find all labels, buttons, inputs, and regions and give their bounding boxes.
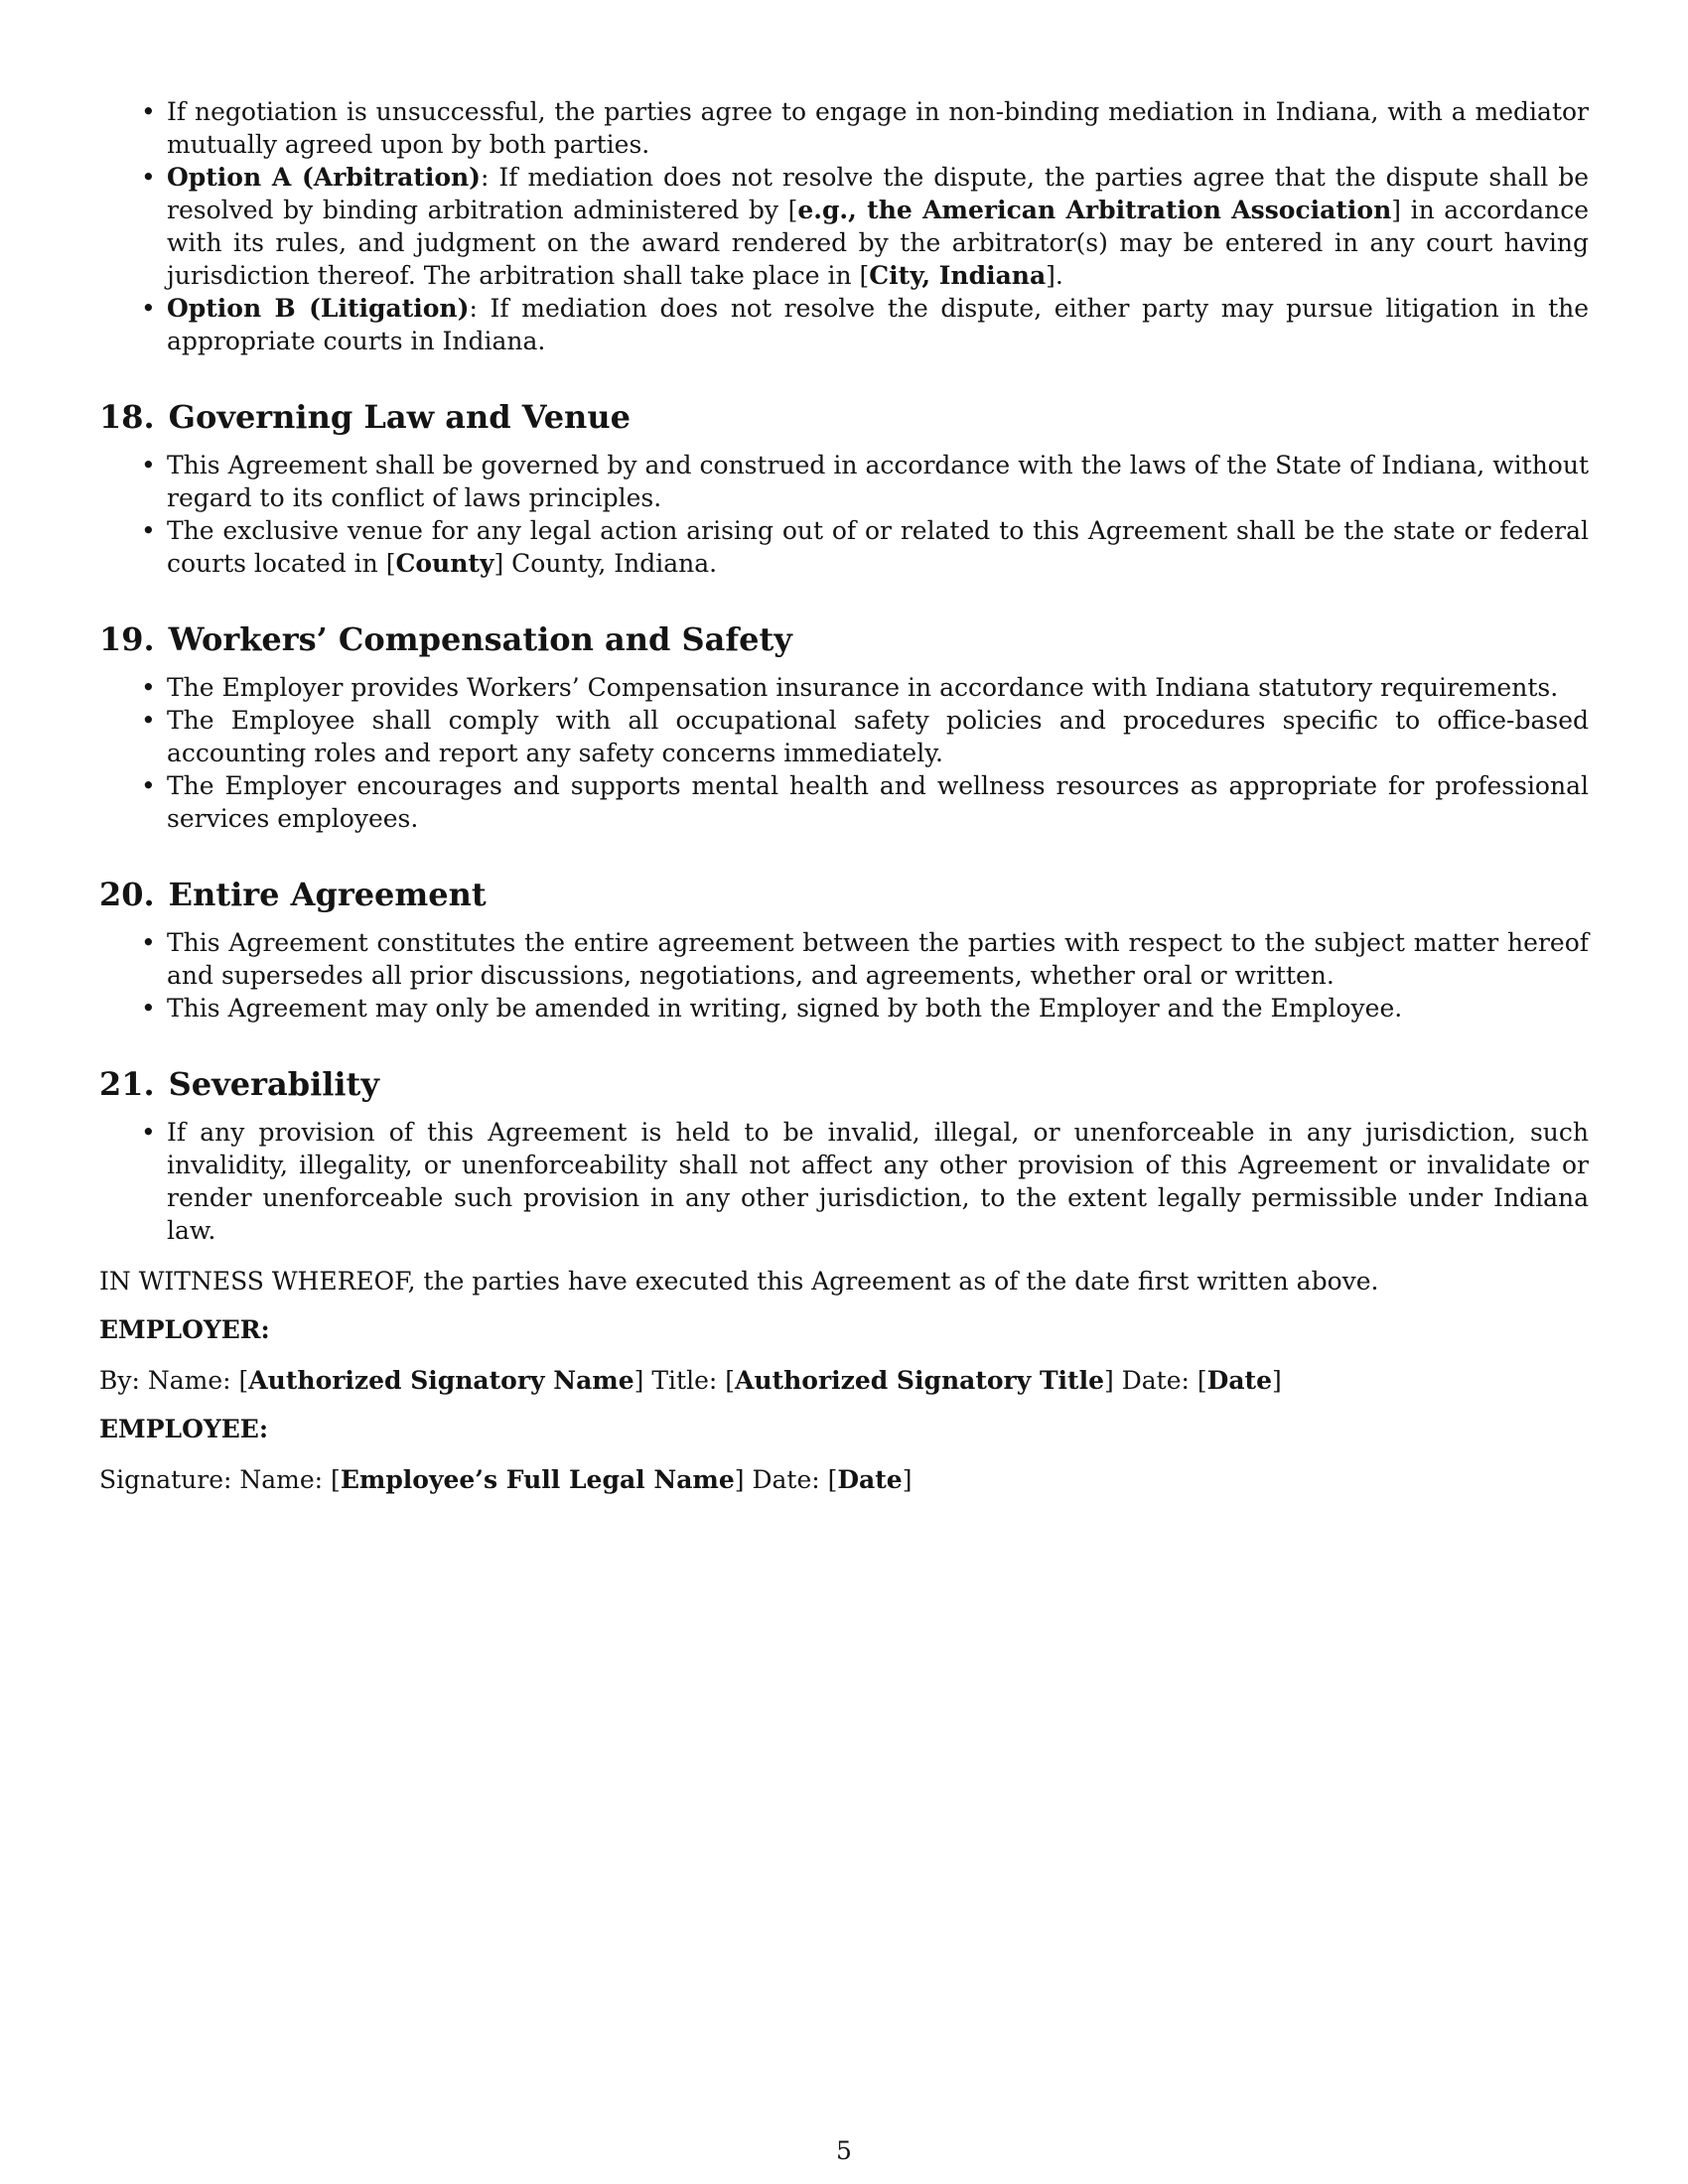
list-item <box>99 514 1589 580</box>
list-item-text: This Agreement constitutes the entire agreement between the parties with respect to the subject matter hereof and supersedes all prior discussions, negotiations, and agreements, whether oral or written. <box>167 928 1589 990</box>
label-text: ] Date: [ <box>734 1465 838 1494</box>
dispute-resolution-list <box>99 95 1589 357</box>
signatory-title-placeholder: Authorized Signatory Title <box>735 1366 1105 1395</box>
section-20-list <box>99 926 1589 1024</box>
list-item-text: This Agreement shall be governed by and construed in accordance with the laws of the State of Indiana, without regard to its conflict of laws principles. <box>167 451 1589 512</box>
option-b-label: Option B (Litigation) <box>167 294 470 323</box>
employee-name-placeholder: Employee’s Full Legal Name <box>340 1465 735 1494</box>
section-21-heading <box>99 1064 1589 1104</box>
arbitrator-placeholder: e.g., the American Arbitration Association <box>797 196 1392 224</box>
employer-heading: EMPLOYER: <box>99 1315 270 1344</box>
city-placeholder: City, Indiana <box>869 261 1047 290</box>
label-text: ] <box>902 1465 913 1494</box>
signatory-name-placeholder: Authorized Signatory Name <box>248 1366 634 1395</box>
section-number: 18. <box>99 398 155 436</box>
section-title: Severability <box>168 1065 379 1103</box>
employer-signature-line <box>99 1364 1589 1397</box>
list-item-text: The exclusive venue for any legal action arising out of or related to this Agreement shall be the state or federal courts located in [ <box>167 516 1589 578</box>
list-item <box>99 704 1589 769</box>
label-text: Signature: Name: [ <box>99 1465 341 1494</box>
employee-signature-line <box>99 1463 1589 1496</box>
list-item <box>99 926 1589 992</box>
option-b-item <box>99 292 1589 357</box>
section-title: Governing Law and Venue <box>168 398 631 436</box>
section-number: 20. <box>99 876 155 913</box>
list-item <box>99 449 1589 514</box>
section-20-heading <box>99 875 1589 914</box>
list-item-text: If any provision of this Agreement is held to be invalid, illegal, or unenforceable in any jurisdiction, such invalidity, illegality, or unenforceability shall not affect any other provision of this Agreement or invalidate or render unenforceable such provision in any other jurisdiction, to the extent legally permissible under Indiana law. <box>167 1118 1589 1245</box>
list-item-text: The Employer provides Workers’ Compensation insurance in accordance with Indiana statutory requirements. <box>167 673 1559 702</box>
date-placeholder: Date <box>1206 1366 1272 1395</box>
mediation-item <box>99 95 1589 161</box>
section-title: Entire Agreement <box>168 876 487 913</box>
option-a-text: : If mediation does not resolve the dispute, the parties agree that the dispute shall be resolved by binding arbitration administered by [ <box>167 163 1589 224</box>
label-text: ] <box>1271 1366 1282 1395</box>
list-item <box>99 671 1589 704</box>
section-21-list <box>99 1116 1589 1247</box>
option-a-text-continued: ] in accordance with its rules, and judgment on the award rendered by the arbitrator(s) may be entered in any court having jurisdiction thereof. The arbitration shall take place in [ <box>167 196 1590 290</box>
document-page <box>99 95 1589 1496</box>
section-number: 21. <box>99 1065 155 1103</box>
list-item-text: ] County, Indiana. <box>493 549 718 578</box>
list-item <box>99 1116 1589 1247</box>
section-19-list <box>99 671 1589 835</box>
section-19-heading <box>99 619 1589 659</box>
list-item <box>99 769 1589 835</box>
page-number: 5 <box>836 2136 852 2165</box>
label-text: ] Title: [ <box>633 1366 735 1395</box>
county-placeholder: County <box>395 549 494 578</box>
section-title: Workers’ Compensation and Safety <box>168 620 792 658</box>
section-number: 19. <box>99 620 155 658</box>
label-text: ] Date: [ <box>1104 1366 1207 1395</box>
option-a-item <box>99 161 1589 292</box>
list-item-text: This Agreement may only be amended in writing, signed by both the Employer and the Employee. <box>167 994 1403 1023</box>
option-a-label: Option A (Arbitration) <box>167 163 482 192</box>
option-a-text-end: ]. <box>1046 261 1063 290</box>
option-b-text: : If mediation does not resolve the dispute, either party may pursue litigation in the appropriate courts in Indiana. <box>167 294 1590 355</box>
witness-statement: IN WITNESS WHEREOF, the parties have executed this Agreement as of the date first written above. <box>99 1267 1379 1296</box>
mediation-text: If negotiation is unsuccessful, the parties agree to engage in non-binding mediation in Indiana, with a mediator mutually agreed upon by both parties. <box>167 97 1589 159</box>
list-item <box>99 992 1589 1024</box>
list-item-text: The Employer encourages and supports mental health and wellness resources as appropriate for professional services employees. <box>167 771 1589 833</box>
section-18-heading <box>99 397 1589 437</box>
label-text: By: Name: [ <box>99 1366 249 1395</box>
date-placeholder: Date <box>837 1465 903 1494</box>
employee-heading: EMPLOYEE: <box>99 1415 269 1443</box>
list-item-text: The Employee shall comply with all occupational safety policies and procedures specific to office-based accounting roles and report any safety concerns immediately. <box>167 706 1589 767</box>
section-18-list <box>99 449 1589 580</box>
